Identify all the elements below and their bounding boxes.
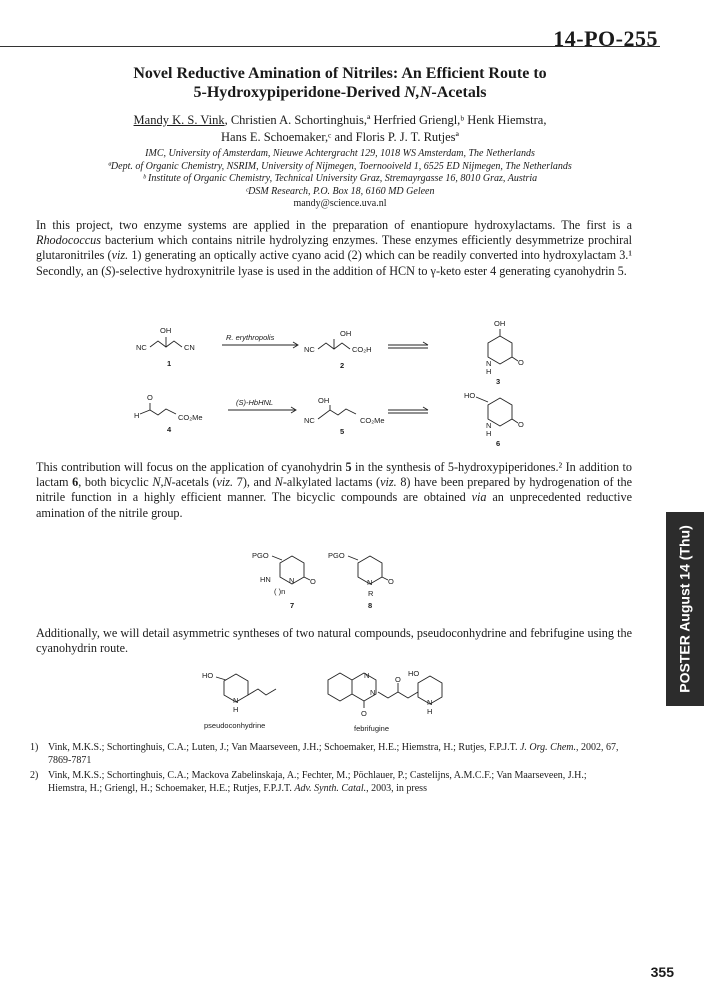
compound-8	[328, 551, 394, 610]
affiliation-c: ᶜDSM Research, P.O. Box 18, 6160 MD Geleen	[245, 185, 435, 197]
arrow-5-to-6	[388, 407, 428, 413]
svg-text:HO: HO	[202, 671, 214, 680]
svg-text:R. erythropolis: R. erythropolis	[226, 333, 275, 342]
compound-5	[304, 396, 385, 436]
svg-text:(S)-HbHNL: (S)-HbHNL	[236, 398, 274, 407]
intro-paragraph: In this project, two enzyme systems are applied in the preparation of enantiopure hydroxylactams. The first is a Rhodococcus bacterium which contains nitrile hydrolyzing enzymes. These enzymes efficiently desymmetrize prochiral glutaronitriles (viz. 1) generating an optically active cyano acid (2) which can be readily converted into hydroxylactam 3.¹ Secondly, an (S)-selective hydroxynitrile lyase is used in the addition of HCN to γ-keto ester 4 generating cyanohydrin 5.	[36, 218, 632, 278]
reference-1: 1) Vink, M.K.S.; Schortinghuis, C.A.; Luten, J.; Van Maarseveen, J.H.; Schoemaker, H.E.; Hiemstra, H.; Rutjes, F.P.J.T. J. Org. Chem., 2002, 67, 7869-7871	[30, 742, 619, 766]
svg-text:O: O	[518, 420, 524, 429]
svg-text:pseudoconhydrine: pseudoconhydrine	[204, 721, 266, 730]
svg-text:NC: NC	[304, 416, 315, 425]
poster-code: 14-PO-255	[553, 26, 658, 51]
pseudoconhydrine-structure	[202, 671, 276, 730]
poster-session-label: POSTER August 14 (Thu)	[677, 525, 694, 693]
svg-text:OH: OH	[340, 329, 352, 338]
svg-text:NC: NC	[136, 343, 147, 352]
svg-text:febrifugine: febrifugine	[354, 724, 390, 733]
arrow-2-to-3	[388, 342, 428, 348]
natural-products-paragraph: Additionally, we will detail asymmetric syntheses of two natural compounds, pseudoconhydrine and febrifugine using the cyanohydrin route.	[36, 626, 632, 656]
presenting-author: Mandy K. S. Vink	[133, 113, 225, 127]
svg-text:( )n: ( )n	[274, 587, 286, 596]
svg-text:6: 6	[496, 439, 501, 448]
svg-text:PGO: PGO	[252, 551, 269, 560]
svg-text:5: 5	[340, 427, 345, 436]
svg-text:2: 2	[340, 361, 345, 370]
affiliation-a: ªDept. of Organic Chemistry, NSRIM, University of Nijmegen, Toernooiveld 1, 6525 ED Nijmegen, The Netherlands	[108, 160, 572, 172]
author-line-2: Hans E. Schoemaker,ᶜ and Floris P. J. T. Rutjesª	[221, 130, 459, 144]
svg-text:HO: HO	[464, 391, 476, 400]
svg-text:3: 3	[496, 377, 501, 386]
svg-text:N: N	[427, 698, 433, 707]
contact-email: mandy@science.uva.nl	[293, 198, 387, 209]
svg-text:CO₂Me: CO₂Me	[360, 416, 385, 425]
svg-text:OH: OH	[160, 326, 172, 335]
febrifugine-structure	[328, 669, 442, 733]
svg-text:O: O	[388, 577, 394, 586]
svg-text:CO₂H: CO₂H	[352, 345, 372, 354]
svg-text:O: O	[310, 577, 316, 586]
svg-text:CN: CN	[184, 343, 195, 352]
svg-text:O: O	[518, 358, 524, 367]
svg-text:HN: HN	[260, 575, 271, 584]
compound-4	[134, 393, 203, 434]
svg-text:HO: HO	[408, 669, 420, 678]
svg-text:H: H	[134, 411, 140, 420]
svg-text:OH: OH	[494, 319, 506, 328]
svg-text:O: O	[361, 709, 367, 718]
svg-text:PGO: PGO	[328, 551, 345, 560]
compound-7	[252, 551, 316, 610]
arrow-1-to-2	[222, 333, 298, 348]
compound-3	[486, 319, 524, 386]
page-number: 355	[650, 964, 674, 980]
compound-6	[464, 391, 524, 448]
svg-text:N: N	[289, 576, 295, 585]
poster-session-tab	[666, 512, 704, 706]
svg-text:7: 7	[290, 601, 295, 610]
svg-text:N: N	[233, 696, 239, 705]
svg-text:R: R	[368, 589, 374, 598]
focus-paragraph: This contribution will focus on the application of cyanohydrin 5 in the synthesis of 5-hydroxypiperidones.² In addition to lactam 6, both bicyclic N,N-acetals (viz. 7), and N-alkylated lactams (viz. 8) have been prepared by hydrogenation of the nitrile function in a highly efficient manner. The bicyclic compounds are obtained via an unprecedented reductive amination of the nitrile group.	[36, 460, 632, 520]
svg-text:N: N	[486, 359, 492, 368]
svg-text:OH: OH	[318, 396, 330, 405]
compound-1	[136, 326, 195, 368]
svg-text:N: N	[370, 688, 376, 697]
svg-text:O: O	[147, 393, 153, 402]
svg-text:H: H	[233, 705, 239, 714]
compound-2	[304, 329, 372, 370]
references	[30, 742, 626, 798]
svg-text:8: 8	[368, 601, 373, 610]
reference-2: 2) Vink, M.K.S.; Schortinghuis, C.A.; Mackova Zabelinskaja, A.; Fechter, M.; Pöchlauer, P.; Castelijns, A.M.C.F.; Van Maarseveen, J.H.; Hiemstra, H.; Griengl, H.; Schoemaker, H.E.; Rutjes, F.P.J.T. Adv. Synth. Catal., 2003, in press	[30, 770, 587, 794]
affiliation-imc: IMC, University of Amsterdam, Nieuwe Achtergracht 129, 1018 WS Amsterdam, The Netherlands	[145, 148, 535, 159]
svg-text:H: H	[486, 367, 492, 376]
svg-text:NC: NC	[304, 345, 315, 354]
svg-text:CO₂Me: CO₂Me	[178, 413, 203, 422]
svg-text:1: 1	[167, 359, 172, 368]
svg-text:O: O	[395, 675, 401, 684]
svg-text:N: N	[486, 421, 492, 430]
svg-text:N: N	[367, 578, 373, 587]
arrow-4-to-5	[228, 398, 296, 413]
svg-text:N: N	[364, 671, 370, 680]
title-line-1: Novel Reductive Amination of Nitriles: An Efficient Route to	[133, 65, 547, 82]
affiliation-b: ᵇ Institute of Organic Chemistry, Technical University Graz, Stremayrgasse 16, 8010 Graz, Austria	[142, 173, 538, 184]
svg-text:H: H	[427, 707, 433, 716]
svg-text:4: 4	[167, 425, 172, 434]
title-line-2: 5-Hydroxypiperidone-Derived N,N-Acetals	[193, 84, 487, 101]
svg-text:H: H	[486, 429, 492, 438]
author-line-1: Mandy K. S. Vink, Christien A. Schortinghuis,ª Herfried Griengl,ᵇ Henk Hiemstra,	[133, 113, 547, 127]
